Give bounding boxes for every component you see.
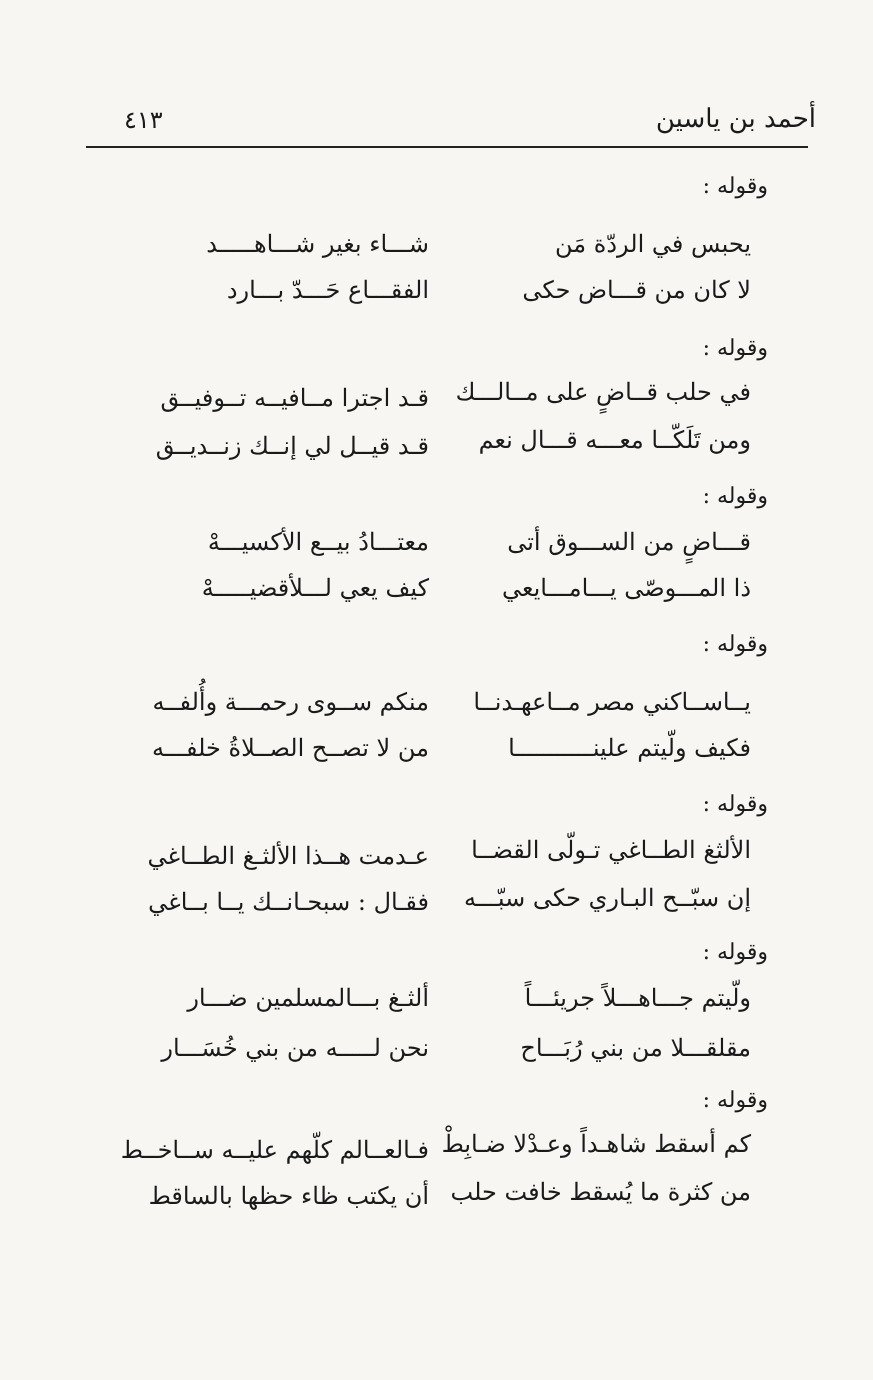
verse-first-hemistich: مقلقـــلا من بني رُبَـــاح — [520, 1034, 751, 1062]
verse-second-hemistich: عـدمت هــذا الألثـغ الطــاغي — [147, 842, 429, 870]
verse-second-hemistich: أن يكتب ظاء حظها بالساقط — [148, 1182, 429, 1210]
verse-first-hemistich: يحبس في الردّة مَن — [555, 230, 751, 258]
section-intro: وقوله : — [702, 940, 768, 965]
section-intro: وقوله : — [702, 174, 768, 199]
verse-first-hemistich: من كثرة ما يُسقط خافت حلب — [450, 1178, 751, 1206]
section-intro: وقوله : — [702, 336, 768, 361]
verse-second-hemistich: الفقـــاع حَـــدّ بـــارد — [226, 276, 429, 304]
header-rule — [86, 146, 808, 148]
verse-first-hemistich: ولّيتم جـــاهـــلاً جريئـــاً — [524, 984, 751, 1012]
verse-first-hemistich: فكيف ولّيتم علينـــــــــــا — [508, 734, 751, 762]
page-number: ٤١٣ — [124, 106, 163, 134]
verse-first-hemistich: الألثغ الطــاغي تـولّى القضــا — [471, 836, 751, 864]
verse-first-hemistich: يــاســاكني مصر مــاعهـدنــا — [473, 688, 751, 716]
section-intro: وقوله : — [702, 484, 768, 509]
section-intro: وقوله : — [702, 1088, 768, 1113]
verse-second-hemistich: نحن لـــــه من بني خُسَـــار — [161, 1034, 429, 1062]
verse-second-hemistich: منكم ســوى رحمـــة وأُلفــه — [152, 688, 429, 716]
section-intro: وقوله : — [702, 632, 768, 657]
verse-second-hemistich: كيف يعي لـــلأقضيـــــهْ — [201, 574, 429, 602]
verse-first-hemistich: لا كان من قـــاض حكى — [522, 276, 751, 304]
verse-second-hemistich: فقـال : سبحـانــك يــا بــاغي — [148, 888, 429, 916]
verse-first-hemistich: كم أسقط شاهـداً وعـدْلا ضـابِطْ — [441, 1130, 751, 1158]
verse-second-hemistich: شـــاء بغير شـــاهـــــد — [206, 230, 429, 258]
section-intro: وقوله : — [702, 792, 768, 817]
verse-second-hemistich: من لا تصــح الصــلاةُ خلفـــه — [151, 734, 429, 762]
verse-first-hemistich: ومن تَلَكّــا معـــه قـــال نعم — [478, 426, 751, 454]
verse-second-hemistich: قـد اجترا مــافيــه تــوفيــق — [160, 384, 429, 412]
verse-second-hemistich: قـد قيــل لي إنــك زنــديــق — [155, 432, 429, 460]
verse-first-hemistich: إن سبّــح البـاري حكى سبّـــه — [463, 884, 751, 912]
verse-second-hemistich: معتـــادُ بيــع الأكسيـــهْ — [207, 528, 429, 556]
verse-first-hemistich: في حلب قــاضٍ على مــالـــك — [455, 378, 751, 406]
verse-second-hemistich: فـالعــالم كلّهم عليــه ســاخــط — [120, 1136, 429, 1164]
header-author: أحمد بن ياسين — [655, 104, 816, 134]
verse-first-hemistich: ذا المـــوصّى يـــامـــايعي — [502, 574, 751, 602]
verse-second-hemistich: ألثـغ بـــالمسلمين ضـــار — [187, 984, 429, 1012]
verse-first-hemistich: قـــاضٍ من الســـوق أتى — [507, 528, 751, 556]
